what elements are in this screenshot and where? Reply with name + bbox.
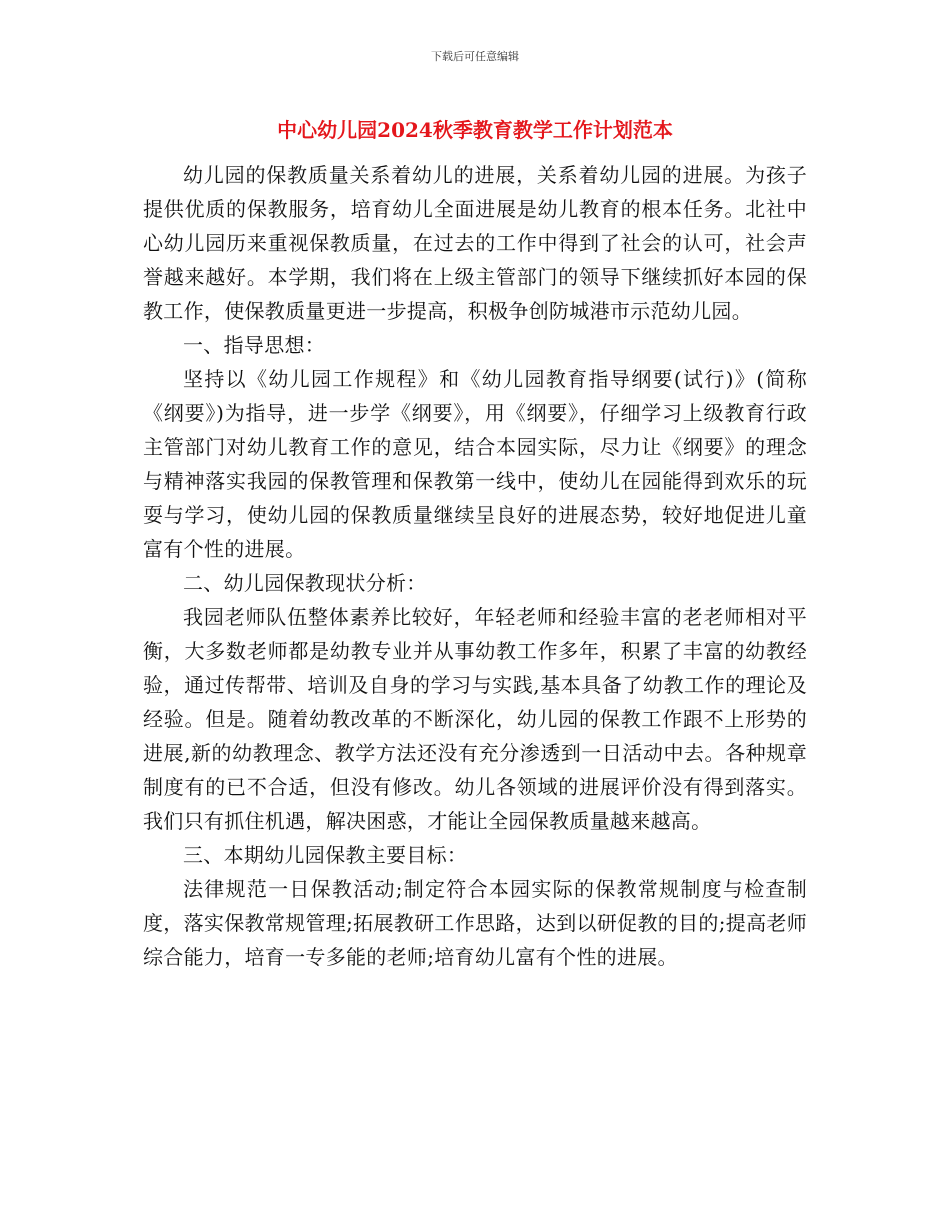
guiding-ideology-paragraph: 坚持以《幼儿园工作规程》和《幼儿园教育指导纲要(试行)》(简称《纲要》)为指导，进一步学《纲要》，用《纲要》，仔细学习上级教育行政主管部门对幼儿教育工作的意见，结合本园实际，尽力让《纲要》的理念与精神落实我园的保教管理和保教第一线中，使幼儿在园能得到欢乐的玩耍与学习，使幼儿园的保教质量继续呈良好的进展态势，较好地促进儿童富有个性的进展。 — [143, 367, 807, 561]
intro-paragraph: 幼儿园的保教质量关系着幼儿的进展，关系着幼儿园的进展。为孩子提供优质的保教服务，培育幼儿全面进展是幼儿教育的根本任务。北社中心幼儿园历来重视保教质量，在过去的工作中得到了社会的认可，社会声誉越来越好。本学期，我们将在上级主管部门的领导下继续抓好本园的保教工作，使保教质量更进一步提高，积极争创防城港市示范幼儿园。 — [143, 163, 807, 323]
main-goals-paragraph: 法律规范一日保教活动;制定符合本园实际的保教常规制度与检查制度，落实保教常规管理;拓展教研工作思路，达到以研促教的目的;提高老师综合能力，培育一专多能的老师;培育幼儿富有个性的进展。 — [143, 877, 807, 969]
document-body — [143, 158, 807, 974]
section-heading-main-goals: 三、本期幼儿园保教主要目标： — [183, 843, 468, 867]
section-heading-guiding-ideology: 一、指导思想： — [183, 333, 326, 357]
page-header: 下载后可任意编辑 — [431, 50, 519, 63]
document-title: 中心幼儿园2024秋季教育教学工作计划范本 — [277, 118, 673, 142]
status-analysis-paragraph: 我园老师队伍整体素养比较好，年轻老师和经验丰富的老老师相对平衡，大多数老师都是幼教专业并从事幼教工作多年，积累了丰富的幼教经验，通过传帮带、培训及自身的学习与实践,基本具备了幼教工作的理论及经验。但是。随着幼教改革的不断深化，幼儿园的保教工作跟不上形势的进展,新的幼教理念、教学方法还没有充分渗透到一日活动中去。各种规章制度有的已不合适，但没有修改。幼儿各领域的进展评价没有得到落实。我们只有抓住机遇，解决困惑，才能让全园保教质量越来越高。 — [143, 605, 807, 833]
section-heading-status-analysis: 二、幼儿园保教现状分析： — [183, 571, 427, 595]
